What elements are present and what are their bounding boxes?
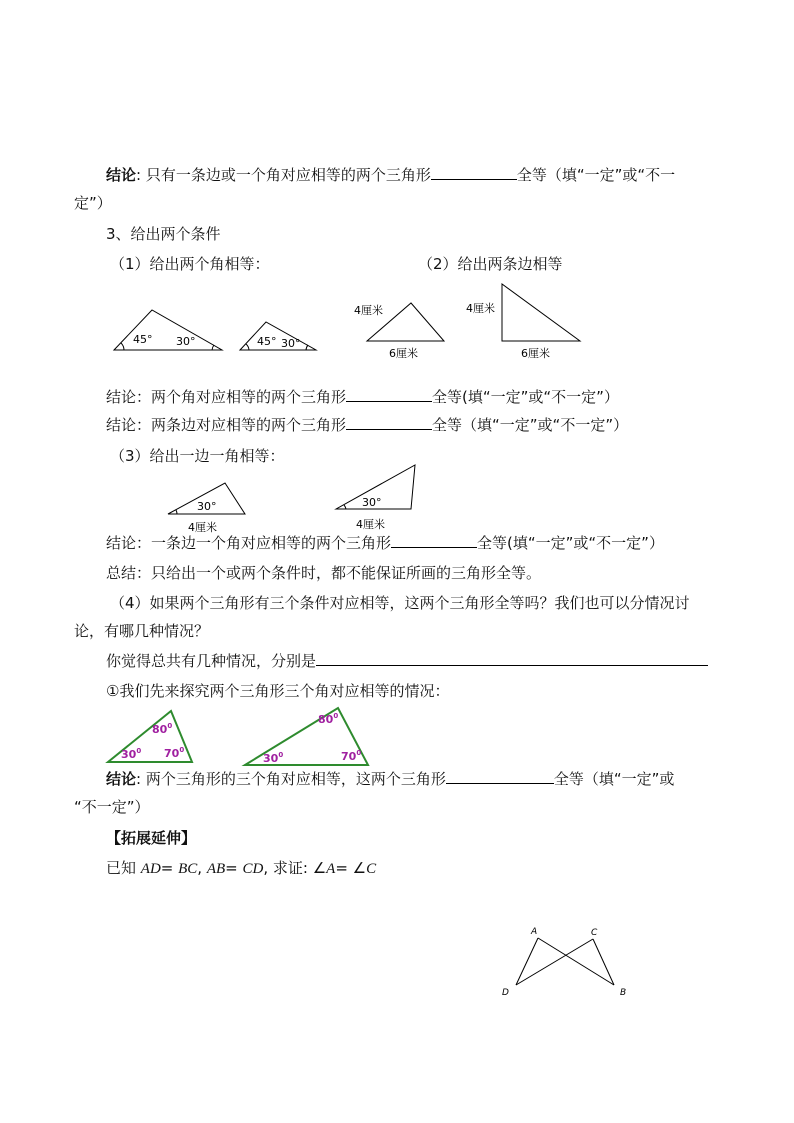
side-label-4-b: 4厘米: [466, 302, 495, 315]
conclusion-two-angles: 结论：两个角对应相等的两个三角形 全等(填“一定”或“不一定”）: [106, 388, 619, 406]
point-label-d: D: [502, 988, 509, 998]
sub-heading-2: （2）给出两条边相等: [418, 255, 563, 273]
angle-label-45-small: 45°: [257, 335, 277, 348]
angle-label-30: 30°: [176, 335, 196, 348]
angle-label-70-b: $70^0$: [341, 749, 362, 763]
angle-label-30-small: 30°: [281, 337, 301, 350]
side-label-6-a: 6厘米: [389, 347, 418, 360]
sub-heading-3: （3）给出一边一角相等：: [110, 447, 285, 465]
conclusion-three-angles: 结论: 两个三角形的三个角对应相等，这两个三角形 全等（填“一定”或: [106, 770, 675, 788]
angle-label-30-b: $30^0$: [263, 751, 284, 765]
conclusion-tail: 全等（填“一定”或“不一: [516, 166, 676, 184]
conclusion-line-1: [106, 165, 675, 185]
summary-line: 总结：只给出一个或两个条件时，都不能保证所画的三角形全等。: [106, 564, 542, 582]
conclusion-side-angle: 结论：一条边一个角对应相等的两个三角形 全等(填“一定”或“不一定”）: [106, 534, 664, 552]
extension-heading: 【拓展延伸】: [106, 829, 197, 847]
segment-dc: [516, 939, 593, 985]
point-label-a: A: [531, 927, 538, 937]
crossed-triangles-figure: [0, 925, 794, 1005]
conclusion-wrap: 定”）: [74, 194, 112, 212]
angle-label-70-a: $70^0$: [164, 746, 185, 760]
answer-blank[interactable]: [391, 533, 477, 548]
side-label-6-b: 6厘米: [521, 347, 550, 360]
angle-label-45: 45°: [133, 333, 153, 346]
answer-blank[interactable]: [446, 769, 554, 784]
angle-label-80-b: $80^0$: [318, 712, 339, 726]
side-angle-figures: [0, 460, 794, 534]
cases-prompt-line: 你觉得总共有几种情况，分别是: [106, 651, 708, 671]
triangle-4-6-b: [502, 284, 580, 341]
sub-heading-4-line-1: （4）如果两个三角形有三个条件对应相等，这两个三角形全等吗？我们也可以分情况讨: [110, 594, 690, 612]
triangle-45-30-large: [114, 310, 222, 350]
angle-label-30-a: $30^0$: [121, 747, 142, 761]
point-label-c: C: [591, 928, 598, 938]
angle-label-30-d: 30°: [362, 496, 382, 509]
conclusion-label: 结论: [106, 770, 137, 788]
angle-label-80-a: $80^0$: [152, 722, 173, 736]
answer-blank[interactable]: [431, 165, 517, 180]
conclusion-label: 结论: [106, 166, 137, 184]
sub-heading-1: （1）给出两个角相等：: [110, 255, 270, 273]
three-angle-figures: [0, 705, 794, 765]
side-label-4-c: 4厘米: [188, 521, 217, 534]
conclusion-two-sides: 结论：两条边对应相等的两个三角形 全等（填“一定”或“不一定”）: [106, 416, 629, 434]
triangle-45-30-small: [240, 322, 316, 350]
answer-blank[interactable]: [346, 387, 432, 402]
section-heading: 3、给出两个条件: [106, 225, 221, 243]
side-label-4-d: 4厘米: [356, 518, 385, 531]
angle-label-30-c: 30°: [197, 500, 217, 513]
explore-line: ①我们先来探究两个三角形三个角对应相等的情况：: [106, 682, 450, 700]
point-label-b: B: [620, 988, 627, 998]
conclusion-text: : 只有一条边或一个角对应相等的两个三角形: [136, 166, 431, 184]
side-label-4-a: 4厘米: [354, 304, 383, 317]
segment-ba: [538, 938, 614, 985]
given-statement: 已知 AD= BC, AB= CD, 求证: ∠A= ∠C: [106, 859, 377, 877]
answer-blank[interactable]: [346, 415, 432, 430]
cases-answer-blank[interactable]: [316, 651, 708, 666]
sub-heading-4-line-2: 论，有哪几种情况？: [74, 622, 210, 640]
conclusion-three-angles-wrap: “不一定”）: [74, 798, 150, 816]
two-condition-figures: [0, 275, 794, 365]
